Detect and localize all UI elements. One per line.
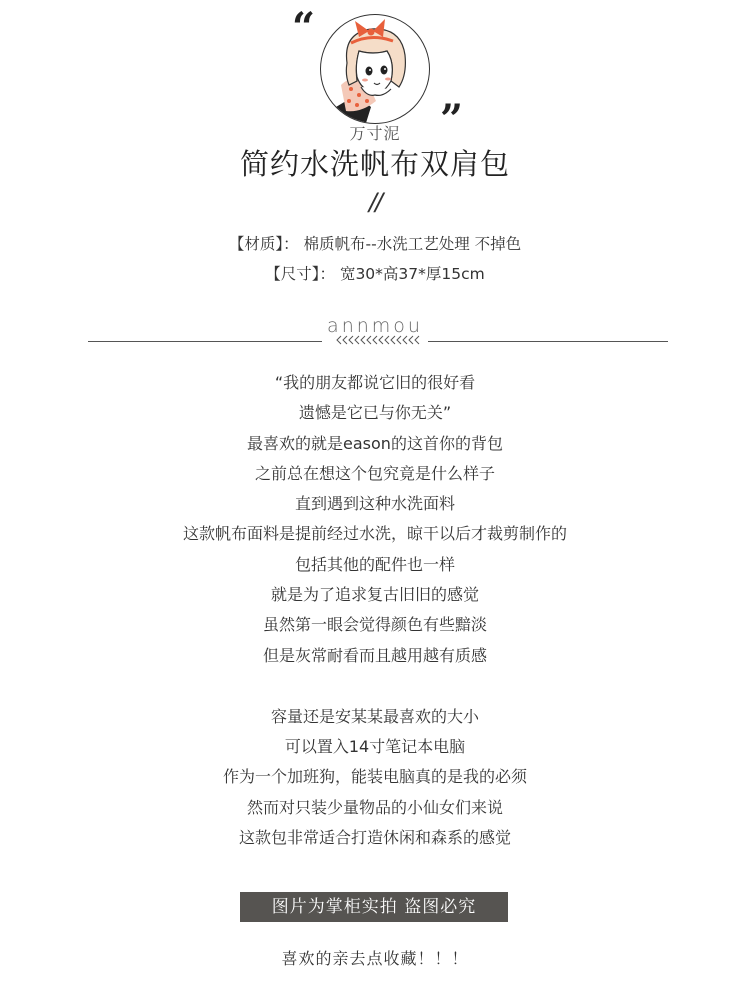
- description-line: 虽然第一眼会觉得颜色有些黯淡: [262, 615, 487, 634]
- description-line: “我的朋友都说它旧的很好看: [274, 373, 476, 392]
- description-line: 就是为了追求复古旧旧的感觉: [270, 585, 479, 604]
- divider-line-right: [428, 341, 668, 342]
- description-line: 直到遇到这种水洗面料: [294, 494, 455, 513]
- description-line: 作为一个加班狗，能装电脑真的是我的必须: [222, 767, 527, 786]
- title-separator: //: [368, 188, 382, 216]
- spec-material: 【材质】： 棉质帆布--水洗工艺处理 不掉色: [228, 235, 522, 253]
- divider-line-left: [88, 341, 322, 342]
- description-line: 可以置入14寸笔记本电脑: [284, 737, 466, 756]
- avatar: [320, 14, 430, 124]
- spec-size: 【尺寸】： 宽30*高37*厚15cm: [265, 265, 485, 283]
- description-line: 之前总在想这个包究竟是什么样子: [254, 464, 495, 483]
- description-line: 但是灰常耐看而且越用越有质感: [262, 646, 487, 665]
- open-quote-mark: “: [292, 4, 316, 51]
- photo-notice-banner: 图片为掌柜实拍 盗图必究: [240, 892, 508, 922]
- description-line: 遗憾是它已与你无关”: [298, 403, 452, 422]
- description-line: 最喜欢的就是eason的这首你的背包: [247, 434, 503, 453]
- divider-word: annmou: [327, 315, 423, 337]
- description-line: 这款包非常适合打造休闲和森系的感觉: [238, 828, 511, 847]
- girl-avatar-icon: [321, 15, 429, 123]
- description-line: 包括其他的配件也一样: [294, 555, 455, 574]
- description-line: 这款帆布面料是提前经过水洗，晾干以后才裁剪制作的: [182, 524, 567, 543]
- description-line: 容量还是安某某最喜欢的大小: [270, 707, 479, 726]
- close-quote-mark: ”: [440, 96, 464, 143]
- brand-name: 万寸泥: [349, 124, 401, 143]
- product-title: 简约水洗帆布双肩包: [239, 147, 510, 181]
- chevron-row-icon: [336, 334, 420, 346]
- favorite-prompt: 喜欢的亲去点收藏！！！: [281, 949, 469, 968]
- description-line: 然而对只装少量物品的小仙女们来说: [246, 798, 503, 817]
